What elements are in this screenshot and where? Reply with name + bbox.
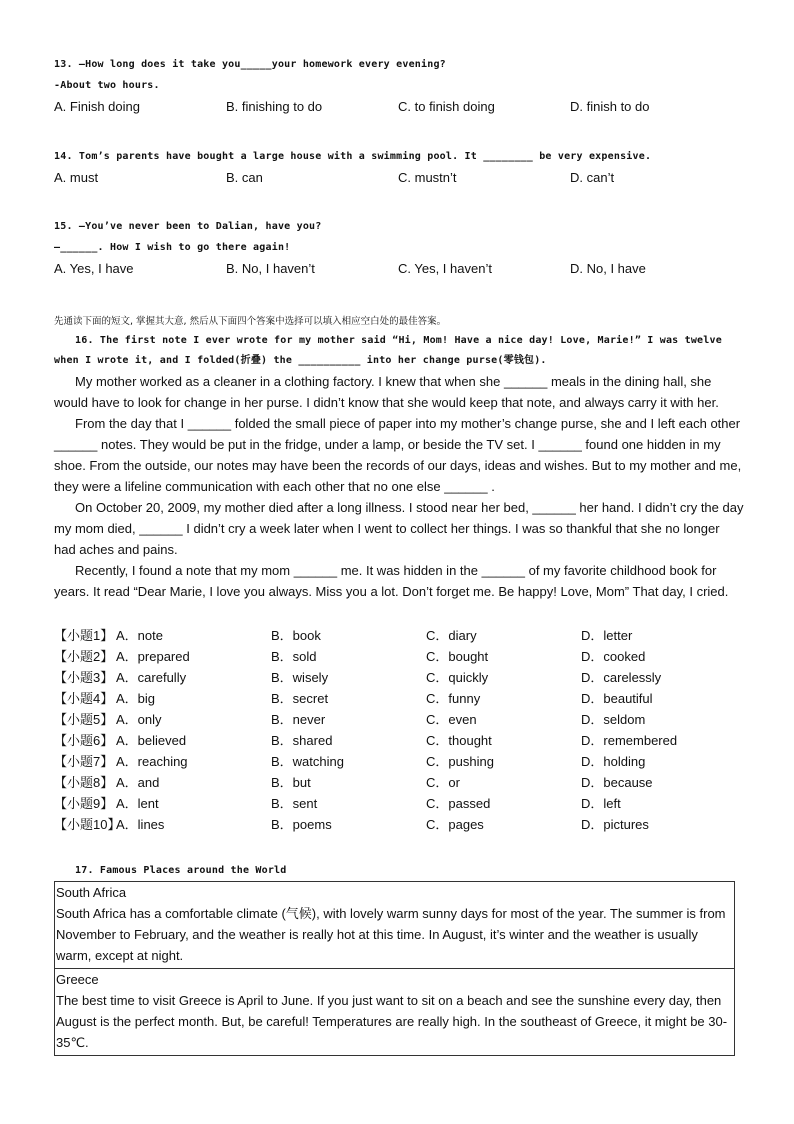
q14-option-c[interactable]: C. mustn’t bbox=[398, 170, 457, 185]
option-b[interactable]: B．poems bbox=[271, 817, 332, 832]
subquestion-label: 【小题5】 bbox=[54, 712, 114, 727]
option-c[interactable]: C．even bbox=[426, 712, 477, 727]
subquestion-label: 【小题2】 bbox=[54, 649, 114, 664]
option-b[interactable]: B．sent bbox=[271, 796, 318, 811]
option-b[interactable]: B．never bbox=[271, 712, 326, 727]
q17-title: 17. Famous Places around the World bbox=[75, 865, 287, 876]
q13-option-b[interactable]: B. finishing to do bbox=[226, 99, 323, 114]
q16-paragraph-4: Recently, I found a note that my mom ______ me. It was hidden in the ______ of my favorite childhood book for years. It read “Dear Marie, I love you always. Miss you a lot. Don’t forget me. Be happy! Love, Mom” That day, I cried. bbox=[54, 563, 729, 599]
subquestion-label: 【小题4】 bbox=[54, 691, 114, 706]
q15-option-b[interactable]: B. No, I haven’t bbox=[226, 261, 315, 276]
q14-stem: 14. Tom’s parents have bought a large house with a swimming pool. It ________ be very expensive. bbox=[54, 151, 652, 162]
option-d[interactable]: D．cooked bbox=[581, 649, 646, 664]
option-b[interactable]: B．watching bbox=[271, 754, 344, 769]
place-description: South Africa has a comfortable climate (气候), with lovely warm sunny days for most of the year. The summer is from November to February, and the weather is really hot at this time. In August, it’s winter and the weather is usually warm, except at night. bbox=[56, 906, 726, 963]
q16-paragraph-1: My mother worked as a cleaner in a clothing factory. I knew that when she ______ meals in the dining hall, she would have to look for change in her purse. I didn’t know that she would keep that note, and always carry it with her. bbox=[54, 374, 719, 410]
option-b[interactable]: B．shared bbox=[271, 733, 333, 748]
option-d[interactable]: D．left bbox=[581, 796, 621, 811]
subquestion-label: 【小题3】 bbox=[54, 670, 114, 685]
subquestion-label: 【小题9】 bbox=[54, 796, 114, 811]
q13-reply: -About two hours. bbox=[54, 80, 160, 91]
q13-option-a[interactable]: A. Finish doing bbox=[54, 99, 140, 114]
option-b[interactable]: B．but bbox=[271, 775, 311, 790]
place-name: South Africa bbox=[56, 885, 127, 900]
q16-paragraph-3: On October 20, 2009, my mother died after a long illness. I stood near her bed, ______ her hand. I didn’t cry the day my mom died, ______ I didn’t cry a week later when I went to collect her things. I was so thankful that she no longer had aches and pains. bbox=[54, 500, 744, 557]
option-c[interactable]: C．funny bbox=[426, 691, 481, 706]
option-d[interactable]: D．remembered bbox=[581, 733, 678, 748]
option-b[interactable]: B．sold bbox=[271, 649, 317, 664]
place-description: The best time to visit Greece is April to June. If you just want to sit on a beach and see the sunshine every day, then August is the perfect month. But, be careful! Temperatures are really high. In the southeast of Greece, it might be 30-35℃. bbox=[56, 993, 728, 1050]
option-c[interactable]: C．thought bbox=[426, 733, 492, 748]
option-c[interactable]: C．pushing bbox=[426, 754, 494, 769]
option-b[interactable]: B．book bbox=[271, 628, 321, 643]
q14-option-b[interactable]: B. can bbox=[226, 170, 263, 185]
q15-option-d[interactable]: D. No, I have bbox=[570, 261, 646, 276]
subquestion-label: 【小题6】 bbox=[54, 733, 114, 748]
option-c[interactable]: C．passed bbox=[426, 796, 491, 811]
q15-reply: —______. How I wish to go there again! bbox=[54, 242, 291, 253]
places-table bbox=[54, 881, 735, 1056]
table-row bbox=[55, 882, 735, 969]
q15-option-a[interactable]: A. Yes, I have bbox=[54, 261, 134, 276]
option-a[interactable]: A．note bbox=[116, 628, 163, 643]
option-a[interactable]: A．and bbox=[116, 775, 160, 790]
option-c[interactable]: C．quickly bbox=[426, 670, 489, 685]
option-a[interactable]: A．carefully bbox=[116, 670, 187, 685]
option-c[interactable]: C．or bbox=[426, 775, 460, 790]
option-c[interactable]: C．bought bbox=[426, 649, 489, 664]
q14-option-a[interactable]: A. must bbox=[54, 170, 99, 185]
option-d[interactable]: D．because bbox=[581, 775, 653, 790]
option-d[interactable]: D．carelessly bbox=[581, 670, 662, 685]
q16-paragraph-2: From the day that I ______ folded the small piece of paper into my mother’s change purse, she and I left each other ______ notes. They would be put in the fridge, under a lamp, or beside the TV set. I ______ found one hidden in my shoe. From the outside, our notes may have been the records of our days, ideas and wishes. But to my mother and me, they were a lifeline communication with each other that no one else ______ . bbox=[54, 416, 742, 494]
table-row bbox=[55, 969, 735, 1056]
option-d[interactable]: D．pictures bbox=[581, 817, 649, 832]
subquestion-label: 【小题7】 bbox=[54, 754, 114, 769]
option-a[interactable]: A．reaching bbox=[116, 754, 188, 769]
option-a[interactable]: A．big bbox=[116, 691, 156, 706]
q13-option-d[interactable]: D. finish to do bbox=[570, 99, 650, 114]
option-a[interactable]: A．prepared bbox=[116, 649, 190, 664]
option-a[interactable]: A．lent bbox=[116, 796, 159, 811]
q15-option-c[interactable]: C. Yes, I haven’t bbox=[398, 261, 492, 276]
subquestion-label: 【小题8】 bbox=[54, 775, 114, 790]
option-d[interactable]: D．seldom bbox=[581, 712, 646, 727]
option-d[interactable]: D．letter bbox=[581, 628, 633, 643]
option-d[interactable]: D．beautiful bbox=[581, 691, 653, 706]
table-cell bbox=[55, 969, 735, 1056]
q13-stem: 13. —How long does it take you_____your homework every evening? bbox=[54, 59, 446, 70]
q13-option-c[interactable]: C. to finish doing bbox=[398, 99, 495, 114]
subquestion-label: 【小题10】 bbox=[54, 817, 121, 832]
subquestion-label: 【小题1】 bbox=[54, 628, 114, 643]
option-a[interactable]: A．only bbox=[116, 712, 162, 727]
option-c[interactable]: C．diary bbox=[426, 628, 477, 643]
place-name: Greece bbox=[56, 972, 99, 987]
option-c[interactable]: C．pages bbox=[426, 817, 484, 832]
q16-intro: 16. The first note I ever wrote for my mother said “Hi, Mom! Have a nice day! Love, Marie!” I was twelve when I wrote it, and I folded(折叠) the __________ into her change purse(零钱包). bbox=[54, 335, 722, 366]
option-b[interactable]: B．secret bbox=[271, 691, 329, 706]
option-a[interactable]: A．lines bbox=[116, 817, 165, 832]
cloze-instruction: 先通读下面的短文, 掌握其大意, 然后从下面四个答案中选择可以填入相应空白处的最佳答案。 bbox=[54, 316, 447, 327]
option-a[interactable]: A．believed bbox=[116, 733, 187, 748]
q15-stem: 15. —You’ve never been to Dalian, have you? bbox=[54, 221, 322, 232]
q14-option-d[interactable]: D. can’t bbox=[570, 170, 615, 185]
table-cell bbox=[55, 882, 735, 969]
option-d[interactable]: D．holding bbox=[581, 754, 646, 769]
option-b[interactable]: B．wisely bbox=[271, 670, 329, 685]
